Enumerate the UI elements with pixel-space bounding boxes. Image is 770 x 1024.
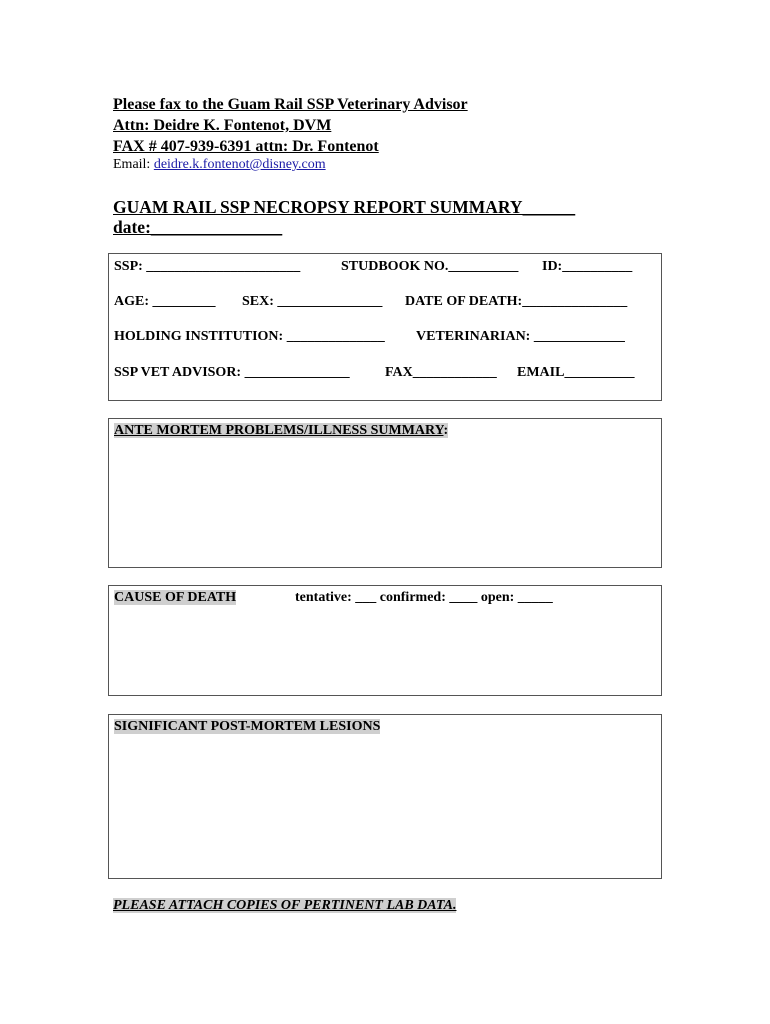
- ante-mortem-box[interactable]: [108, 418, 662, 568]
- fax-number-line: FAX # 407-939-6391 attn: Dr. Fontenot: [113, 138, 379, 155]
- cause-of-death-label: CAUSE OF DEATH: [114, 590, 237, 605]
- report-date: date:_______________: [113, 217, 283, 237]
- ante-mortem-heading: [114, 423, 448, 439]
- attention-line: Attn: Deidre K. Fontenot, DVM: [113, 117, 332, 134]
- fax-field[interactable]: FAX____________: [385, 365, 497, 380]
- report-title: GUAM RAIL SSP NECROPSY REPORT SUMMARY______: [113, 197, 576, 217]
- ssp-field[interactable]: SSP: ______________________: [114, 259, 301, 274]
- email-link[interactable]: deidre.k.fontenot@disney.com: [153, 157, 326, 172]
- attach-lab-data-note: PLEASE ATTACH COPIES OF PERTINENT LAB DATA.: [113, 898, 457, 913]
- tentative-option[interactable]: tentative: ___: [295, 590, 377, 605]
- id-field[interactable]: ID:__________: [542, 259, 633, 274]
- age-field[interactable]: AGE: _________: [114, 294, 216, 309]
- sex-field[interactable]: SEX: _______________: [242, 294, 383, 309]
- fax-instruction: Please fax to the Guam Rail SSP Veterinary Advisor: [113, 96, 468, 113]
- cause-of-death-box[interactable]: [108, 585, 662, 696]
- post-mortem-lesions-box[interactable]: [108, 714, 662, 879]
- confirmed-option[interactable]: confirmed: ____: [379, 590, 478, 605]
- veterinarian-field[interactable]: VETERINARIAN: _____________: [416, 329, 625, 344]
- cause-of-death-status: [295, 590, 553, 606]
- animal-info-box: [108, 253, 662, 401]
- email-line: [113, 157, 326, 173]
- email-field[interactable]: EMAIL__________: [517, 365, 635, 380]
- open-option[interactable]: open: _____: [480, 590, 553, 605]
- lesions-heading: SIGNIFICANT POST-MORTEM LESIONS: [114, 719, 381, 734]
- ante-mortem-colon: :: [443, 423, 449, 438]
- studbook-field[interactable]: STUDBOOK NO.__________: [341, 259, 519, 274]
- date-of-death-field[interactable]: DATE OF DEATH:_______________: [405, 294, 628, 309]
- ante-mortem-label: ANTE MORTEM PROBLEMS/ILLNESS SUMMARY: [114, 423, 444, 438]
- email-label: Email:: [113, 157, 151, 172]
- holding-institution-field[interactable]: HOLDING INSTITUTION: ______________: [114, 329, 385, 344]
- ssp-vet-advisor-field[interactable]: SSP VET ADVISOR: _______________: [114, 365, 350, 380]
